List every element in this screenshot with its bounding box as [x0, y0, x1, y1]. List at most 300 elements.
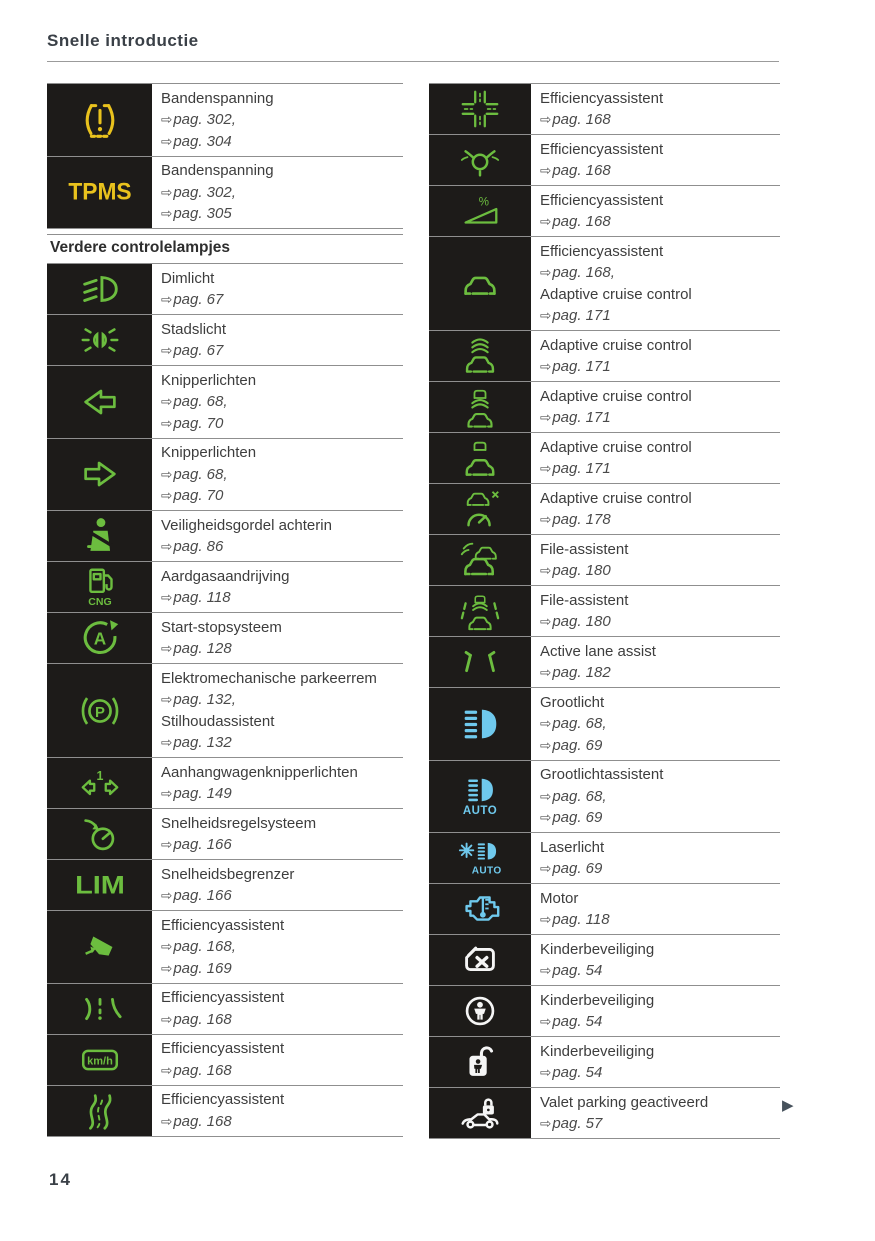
indicator-text-cell — [152, 84, 403, 156]
indicator-label: Stadslicht — [161, 320, 227, 338]
page-reference — [161, 289, 399, 311]
reference-arrow-icon: ⇨ — [161, 343, 173, 358]
indicator-label: Dimlicht — [161, 269, 215, 287]
indicator-row — [47, 365, 403, 438]
page-reference — [161, 783, 399, 805]
turn-signal-right-icon — [77, 451, 123, 497]
car-icon — [457, 261, 503, 307]
efficiency-pedal-icon — [77, 924, 123, 970]
reference-arrow-icon: ⇨ — [161, 1062, 173, 1078]
page-reference — [540, 909, 776, 931]
two-cars-icon — [457, 435, 503, 481]
indicator-text-cell — [531, 986, 780, 1036]
reference-arrow-icon: ⇨ — [161, 112, 173, 127]
indicator-label: Bandenspanning — [161, 89, 274, 107]
indicator-row — [47, 983, 403, 1034]
low-beam-icon — [77, 266, 123, 312]
page-reference — [161, 1009, 399, 1031]
indicator-text-cell — [531, 433, 780, 483]
indicator-label: Efficiencyassistent — [540, 89, 664, 107]
start-stop-icon — [77, 615, 123, 661]
svg-text:AUTO: AUTO — [471, 865, 502, 877]
page-reference — [540, 662, 776, 684]
page-reference-text: pag. 168 — [173, 1010, 232, 1028]
svg-text:LIM: LIM — [74, 871, 125, 900]
page-reference — [540, 1113, 776, 1135]
page-reference-text: pag. 180 — [552, 562, 611, 579]
reference-arrow-icon: ⇨ — [161, 939, 173, 954]
page-reference-text: pag. 168 — [173, 1112, 232, 1130]
reference-arrow-icon: ⇨ — [540, 308, 552, 323]
page-reference-text: pag. 54 — [552, 1013, 603, 1030]
indicator-icon-cell — [47, 315, 152, 365]
right-column — [429, 83, 780, 1139]
seatbelt-rear-icon — [77, 513, 123, 559]
indicator-row — [47, 1085, 403, 1136]
indicator-icon-cell — [47, 439, 152, 511]
svg-text:%: % — [478, 196, 489, 209]
indicator-label: Efficiencyassistent — [161, 1091, 285, 1108]
page-reference — [161, 689, 399, 711]
indicator-text-cell — [531, 688, 780, 760]
car-sensor-icon — [457, 333, 503, 379]
indicator-row — [429, 330, 780, 381]
indicator-row — [429, 585, 780, 636]
page-reference-text: pag. 168 — [173, 1061, 232, 1079]
page-reference — [161, 203, 399, 225]
page-reference-text: pag. 57 — [552, 1115, 603, 1132]
svg-text:km/h: km/h — [86, 1054, 113, 1067]
indicator-text-cell — [531, 135, 780, 185]
car-speedometer-icon — [457, 486, 503, 532]
indicator-text-cell — [152, 664, 403, 757]
indicator-text-cell — [152, 439, 403, 511]
page-reference — [540, 109, 776, 131]
reference-arrow-icon: ⇨ — [161, 888, 173, 903]
indicator-text-cell — [531, 186, 780, 236]
indicator-row — [429, 1087, 780, 1138]
tpms-icon — [64, 169, 136, 215]
reference-arrow-icon: ⇨ — [161, 466, 173, 482]
page-reference — [540, 356, 776, 378]
indicator-icon-cell — [429, 637, 531, 687]
indicator-text-cell — [152, 157, 403, 229]
indicator-icon-cell — [429, 833, 531, 883]
page-reference — [161, 391, 399, 413]
indicator-row — [429, 832, 780, 883]
reference-arrow-icon: ⇨ — [161, 641, 173, 656]
indicator-text-cell — [152, 511, 403, 561]
page-number: 14 — [49, 1170, 72, 1189]
indicator-label: Valet parking geactiveerd — [540, 1093, 709, 1111]
page-reference-text: pag. 171 — [552, 358, 611, 375]
page-title: Snelle introductie — [47, 31, 199, 50]
indicator-icon-cell — [429, 382, 531, 432]
indicator-icon-cell — [429, 484, 531, 534]
winding-road-icon — [77, 1088, 123, 1134]
indicator-row — [429, 934, 780, 985]
page-reference-text: pag. 180 — [552, 613, 611, 630]
indicator-label: Grootlichtassistent — [540, 766, 664, 783]
indicator-row — [429, 381, 780, 432]
indicator-text-cell — [531, 637, 780, 687]
indicator-label: Adaptive cruise control — [540, 489, 692, 507]
reference-arrow-icon: ⇨ — [540, 461, 552, 476]
reference-arrow-icon: ⇨ — [540, 1116, 552, 1131]
indicator-text-cell — [152, 264, 403, 314]
page-reference-text: pag. 169 — [173, 959, 232, 977]
indicator-label: Kinderbeveiliging — [540, 940, 655, 958]
indicator-label: Elektromechanische parkeerrem — [161, 669, 377, 687]
page-reference — [540, 960, 776, 982]
page-reference-text: pag. 171 — [552, 409, 611, 426]
reference-arrow-icon: ⇨ — [540, 410, 552, 425]
indicator-row — [47, 438, 403, 511]
indicator-row — [47, 83, 403, 156]
reference-arrow-icon: ⇨ — [540, 665, 552, 680]
page-reference — [161, 340, 399, 362]
left-column — [47, 83, 403, 1137]
indicator-text-cell — [152, 315, 403, 365]
reference-arrow-icon: ⇨ — [540, 112, 552, 127]
indicator-label: Adaptive cruise control — [540, 336, 692, 354]
indicator-text-cell — [531, 761, 780, 833]
page-reference — [540, 160, 776, 182]
reference-arrow-icon: ⇨ — [540, 614, 552, 629]
indicator-row — [429, 687, 780, 760]
indicator-icon-cell — [429, 884, 531, 934]
indicator-icon-cell — [429, 761, 531, 833]
indicator-icon-cell — [47, 758, 152, 808]
page-reference — [161, 485, 399, 507]
cruise-control-icon — [77, 811, 123, 857]
indicator-label: Aardgasaandrijving — [161, 567, 290, 585]
reference-arrow-icon: ⇨ — [540, 214, 552, 229]
reference-arrow-icon: ⇨ — [161, 786, 173, 801]
tire-pressure-warning-icon — [77, 97, 123, 143]
indicator-label: Adaptive cruise control — [540, 387, 692, 405]
page-reference-text: pag. 69 — [552, 809, 603, 826]
indicator-row — [429, 83, 780, 134]
reference-arrow-icon: ⇨ — [161, 133, 173, 149]
lane-assist-icon — [457, 639, 503, 685]
page-reference — [161, 464, 399, 486]
page-reference — [161, 109, 399, 131]
reference-arrow-icon: ⇨ — [161, 539, 173, 554]
indicator-label: File-assistent — [540, 591, 629, 609]
indicator-icon-cell — [47, 511, 152, 561]
reference-arrow-icon: ⇨ — [161, 394, 173, 409]
reference-arrow-icon: ⇨ — [161, 692, 173, 707]
roundabout-icon — [457, 137, 503, 183]
indicator-icon-cell — [47, 911, 152, 983]
reference-arrow-icon: ⇨ — [161, 590, 173, 605]
page-reference — [161, 638, 399, 660]
indicator-row — [47, 808, 403, 859]
reference-arrow-icon: ⇨ — [540, 359, 552, 374]
indicator-row — [47, 663, 403, 757]
indicator-text-cell — [531, 535, 780, 585]
junction-icon — [457, 86, 503, 132]
indicator-row — [429, 236, 780, 330]
page-reference-text: pag. 168 — [552, 111, 611, 128]
page-reference — [540, 458, 776, 480]
page-reference-text: pag. 69 — [552, 736, 603, 754]
reference-arrow-icon: ⇨ — [161, 960, 173, 976]
page-reference-text: pag. 68, — [552, 787, 607, 805]
page-reference-text: pag. 178 — [552, 511, 611, 528]
page-reference-text: pag. 68, — [173, 465, 228, 483]
indicator-icon-cell — [429, 1088, 531, 1138]
page-reference-text: pag. 70 — [173, 414, 224, 432]
indicator-label: Bandenspanning — [161, 162, 274, 179]
valet-parking-icon — [457, 1090, 503, 1136]
indicator-text-cell — [531, 484, 780, 534]
page-reference-text: pag. 128 — [173, 640, 232, 657]
page-reference-text: pag. 68, — [173, 393, 228, 410]
indicator-label: Efficiencyassistent — [161, 916, 285, 934]
reference-arrow-icon: ⇨ — [540, 265, 552, 280]
indicator-icon-cell — [47, 84, 152, 156]
efficiency-curve-icon — [77, 986, 123, 1032]
high-beam-icon — [457, 701, 503, 747]
indicator-icon-cell — [429, 1037, 531, 1087]
indicator-text-cell — [531, 382, 780, 432]
indicator-icon-cell — [47, 664, 152, 757]
indicator-row — [429, 483, 780, 534]
indicator-label: Active lane assist — [540, 642, 656, 660]
indicator-text-cell — [152, 860, 403, 910]
reference-arrow-icon: ⇨ — [540, 788, 552, 804]
cng-icon — [77, 564, 123, 610]
indicator-row — [47, 156, 403, 229]
indicator-row — [47, 757, 403, 808]
indicator-icon-cell — [47, 562, 152, 612]
page-reference — [540, 735, 776, 757]
indicator-text-cell — [152, 1035, 403, 1085]
page-reference — [161, 587, 399, 609]
svg-text:CNG: CNG — [87, 596, 112, 609]
indicator-text-cell — [152, 562, 403, 612]
page-reference — [540, 1011, 776, 1033]
indicator-icon-cell — [429, 986, 531, 1036]
laser-light-icon — [457, 835, 503, 881]
child-lock-padlock-icon — [457, 1039, 503, 1085]
indicator-label: Knipperlichten — [161, 444, 257, 461]
indicator-text-cell — [531, 84, 780, 134]
indicator-row — [429, 985, 780, 1036]
indicator-icon-cell — [429, 84, 531, 134]
indicator-lights-table-left — [47, 263, 403, 1137]
reference-arrow-icon: ⇨ — [161, 488, 173, 503]
indicator-label: Snelheidsbegrenzer — [161, 865, 295, 883]
indicator-row — [47, 561, 403, 612]
reference-arrow-icon: ⇨ — [540, 1065, 552, 1080]
indicator-icon-cell — [429, 935, 531, 985]
indicator-text-cell — [152, 809, 403, 859]
indicator-icon-cell — [429, 688, 531, 760]
continuation-arrow-icon: ▶ — [782, 1097, 794, 1114]
page-reference — [540, 611, 776, 633]
reference-arrow-icon: ⇨ — [540, 716, 552, 731]
indicator-row — [429, 636, 780, 687]
indicator-row — [429, 760, 780, 833]
indicator-text-cell — [152, 758, 403, 808]
indicator-row — [47, 612, 403, 663]
indicator-row — [429, 185, 780, 236]
indicator-icon-cell — [429, 186, 531, 236]
traffic-jam-lane-icon — [457, 588, 503, 634]
reference-arrow-icon: ⇨ — [540, 563, 552, 578]
indicator-row — [47, 910, 403, 983]
page-reference — [161, 1060, 399, 1082]
reference-arrow-icon: ⇨ — [540, 737, 552, 753]
indicator-text-cell — [531, 331, 780, 381]
indicator-icon-cell — [47, 1086, 152, 1136]
reference-arrow-icon: ⇨ — [540, 912, 552, 927]
page-reference — [540, 509, 776, 531]
warning-lights-table-top-left — [47, 83, 403, 229]
indicator-label: File-assistent — [540, 540, 629, 558]
page-reference-text: pag. 302, — [173, 183, 236, 201]
page-reference-text: pag. 168 — [552, 213, 611, 230]
page-reference-text: pag. 68, — [552, 715, 607, 732]
indicator-text-cell — [152, 1086, 403, 1136]
indicator-label: Efficiencyassistent — [540, 191, 664, 209]
page-reference — [161, 182, 399, 204]
reference-arrow-icon: ⇨ — [540, 963, 552, 978]
page-reference-text: pag. 168, — [173, 938, 236, 955]
page-reference — [161, 536, 399, 558]
page-reference-text: pag. 171 — [552, 307, 611, 324]
page-reference-text: pag. 302, — [173, 111, 236, 128]
reference-arrow-icon: ⇨ — [540, 861, 552, 876]
indicator-label: Adaptive cruise control — [540, 438, 692, 456]
page-reference — [161, 413, 399, 435]
indicator-icon-cell — [47, 366, 152, 438]
indicator-label: Kinderbeveiliging — [540, 1042, 655, 1060]
page-reference-text: pag. 132 — [173, 734, 232, 751]
indicator-label: Kinderbeveiliging — [540, 991, 655, 1009]
indicator-row — [47, 859, 403, 910]
indicator-text-cell — [531, 586, 780, 636]
indicator-label: Veiligheidsgordel achterin — [161, 516, 332, 534]
page-reference-text: pag. 168, — [552, 264, 615, 281]
page-reference-text: pag. 182 — [552, 664, 611, 681]
page-reference — [540, 211, 776, 233]
indicator-icon-cell — [429, 135, 531, 185]
high-beam-assist-icon — [457, 773, 503, 819]
slope-icon — [457, 188, 503, 234]
indicator-label: Laserlicht — [540, 838, 605, 856]
page-reference — [540, 305, 776, 327]
indicator-label: Grootlicht — [540, 693, 605, 711]
reference-arrow-icon: ⇨ — [540, 163, 552, 178]
trailer-turn-signal-icon — [77, 760, 123, 806]
indicator-label: Efficiencyassistent — [540, 242, 664, 260]
indicator-row — [47, 1034, 403, 1085]
indicator-text-cell — [531, 1037, 780, 1087]
page-reference-text: pag. 304 — [173, 132, 232, 150]
page-reference-text: pag. 132, — [173, 691, 236, 708]
indicator-text-cell — [531, 833, 780, 883]
indicator-icon-cell — [429, 433, 531, 483]
indicator-label: Efficiencyassistent — [161, 989, 285, 1006]
indicator-text-cell — [152, 366, 403, 438]
indicator-text-cell — [152, 911, 403, 983]
indicator-label: Stilhoudassistent — [161, 712, 275, 730]
speed-limit-kmh-icon — [77, 1037, 123, 1083]
svg-text:A: A — [93, 628, 106, 649]
page-reference — [161, 936, 399, 958]
section-header: Verdere controlelampjes — [47, 234, 403, 263]
indicator-label: Efficiencyassistent — [161, 1040, 285, 1057]
page-reference-text: pag. 166 — [173, 836, 232, 853]
page-reference-text: pag. 86 — [173, 538, 224, 555]
page-reference-text: pag. 67 — [173, 342, 224, 359]
reference-arrow-icon: ⇨ — [161, 206, 173, 221]
indicator-label: Efficiencyassistent — [540, 140, 664, 158]
page-reference — [161, 131, 399, 153]
reference-arrow-icon: ⇨ — [161, 292, 173, 307]
engine-icon — [457, 886, 503, 932]
page-reference — [540, 858, 776, 880]
indicator-row — [47, 510, 403, 561]
page-reference — [161, 1111, 399, 1133]
page-reference-text: pag. 67 — [173, 291, 224, 308]
page-reference-text: pag. 149 — [173, 785, 232, 802]
page-reference-text: pag. 54 — [552, 1064, 603, 1081]
page-reference-text: pag. 166 — [173, 887, 232, 904]
traffic-cars-icon — [457, 537, 503, 583]
child-lock-person-icon — [457, 988, 503, 1034]
svg-text:AUTO: AUTO — [462, 805, 498, 818]
indicator-label: Motor — [540, 889, 579, 907]
indicator-text-cell — [531, 935, 780, 985]
indicator-icon-cell — [47, 984, 152, 1034]
turn-signal-left-icon — [77, 379, 123, 425]
page-reference — [161, 732, 399, 754]
indicator-label: Knipperlichten — [161, 371, 257, 389]
reference-arrow-icon: ⇨ — [161, 735, 173, 750]
page-reference-text: pag. 171 — [552, 460, 611, 477]
page-reference-text: pag. 54 — [552, 962, 603, 979]
indicator-lights-table-right — [429, 83, 780, 1139]
child-lock-window-icon — [457, 937, 503, 983]
page-reference-text: pag. 118 — [173, 589, 231, 606]
page-reference — [540, 786, 776, 808]
indicator-icon-cell — [47, 860, 152, 910]
page-reference — [540, 262, 776, 284]
svg-text:P: P — [94, 704, 105, 721]
reference-arrow-icon: ⇨ — [540, 810, 552, 825]
indicator-row — [429, 432, 780, 483]
svg-text:TPMS: TPMS — [67, 178, 132, 206]
reference-arrow-icon: ⇨ — [161, 184, 173, 200]
reference-arrow-icon: ⇨ — [540, 512, 552, 527]
page-reference-text: pag. 69 — [552, 860, 603, 877]
indicator-icon-cell — [47, 613, 152, 663]
page-reference — [540, 1062, 776, 1084]
page-reference-text: pag. 168 — [552, 162, 611, 179]
reference-arrow-icon: ⇨ — [161, 1113, 173, 1129]
reference-arrow-icon: ⇨ — [161, 1011, 173, 1027]
indicator-row — [47, 314, 403, 365]
reference-arrow-icon: ⇨ — [161, 837, 173, 852]
parking-brake-icon — [77, 688, 123, 734]
page-reference — [161, 958, 399, 980]
page-reference — [540, 560, 776, 582]
